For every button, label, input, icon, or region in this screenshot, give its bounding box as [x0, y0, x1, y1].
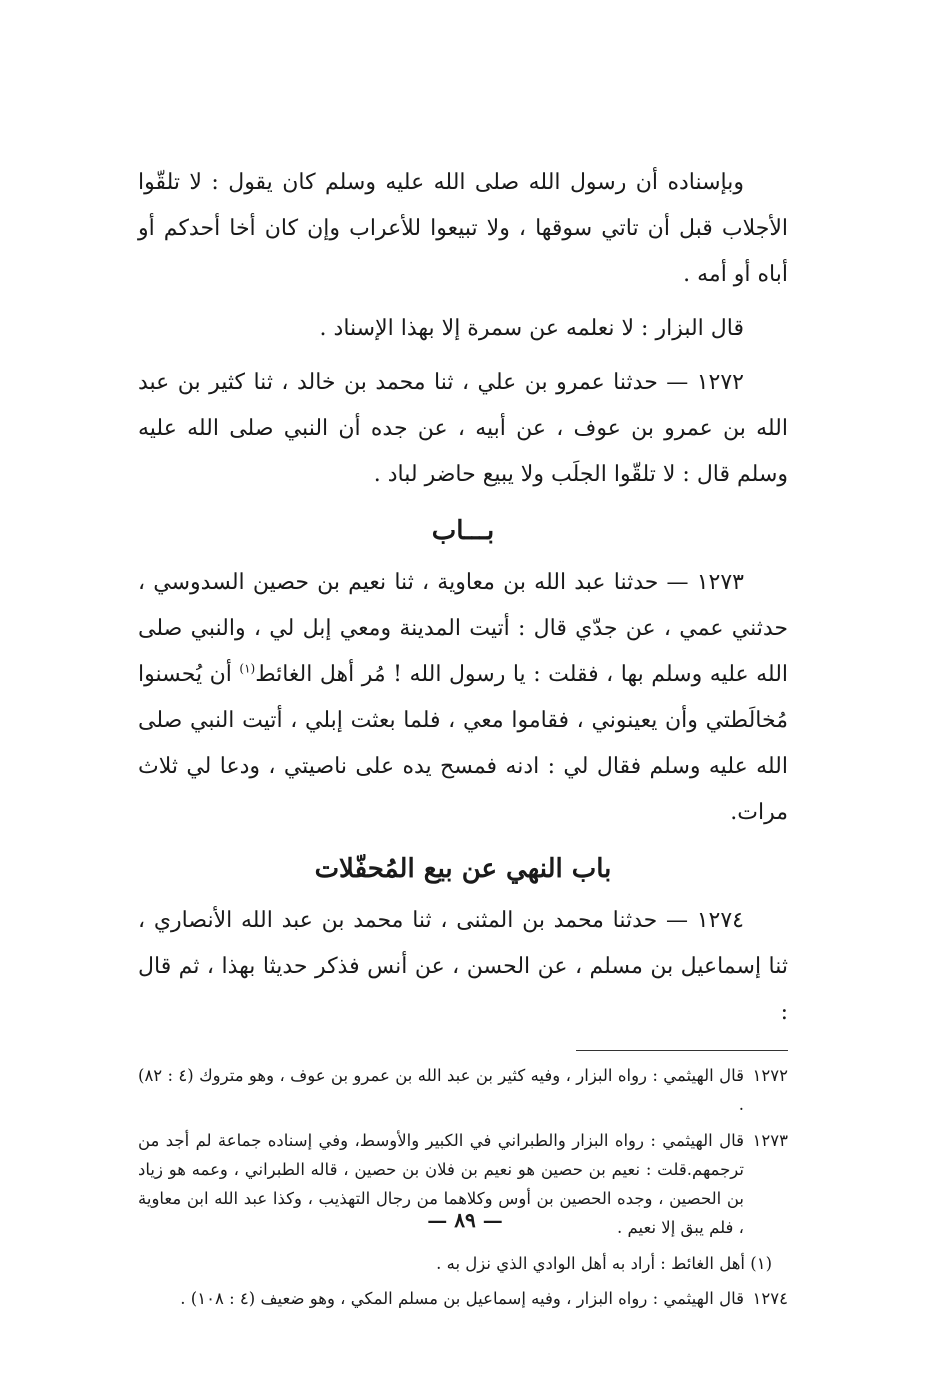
- hadith-1273-text-a: ١٢٧٣ — حدثنا عبد الله بن معاوية ، ثنا نعيم بن حصين السدوسي ، حدثني عمي ، عن جدّي قال : أتيت المدينة ومعي إبل لي ، والنبي صلى الله عليه وسلم بها ، فقلت : يا رسول الله ! مُر أهل الغائط: [138, 570, 789, 687]
- paragraph-bazzar-comment: قال البزار : لا نعلمه عن سمرة إلا بهذا الإسناد .: [319, 316, 744, 341]
- note-number: ١٢٧٣: [752, 1131, 788, 1150]
- paragraph-hadith-1274: ١٢٧٤ — حدثنا محمد بن المثنى ، ثنا محمد بن عبد الله الأنصاري ، ثنا إسماعيل بن مسلم ، عن الحسن ، عن أنس فذكر حديثا بهذا ، ثم قال :: [138, 908, 788, 1025]
- paragraph-hadith-1273: [138, 560, 788, 836]
- footnote-1: (١) أهل الغائط : أراد به أهل الوادي الذي نزل به .: [436, 1254, 772, 1273]
- note-text: قال الهيثمي : رواه البزار ، وفيه كثير بن عبد الله بن عمرو بن عوف ، وهو متروك (٤ : ٨٢) .: [138, 1066, 744, 1114]
- note-text: قال الهيثمي : رواه البزار والطبراني في الكبير والأوسط، وفي إسناده جماعة لم أجد من ترجمهم.قلت : نعيم بن حصين هو نعيم بن فلان بن حصين ، قاله الطبراني ، وعمه هو زياد بن الحصين ، وجده الحصين بن أوس وكلاهما من رجال التهذيب ، وكذا عبد الله ابن معاوية ، فلم يبق إلا نعيم .: [138, 1131, 744, 1237]
- footnote-marker: (١): [239, 661, 256, 676]
- note-number: ١٢٧٢: [752, 1066, 788, 1085]
- note-number: ١٢٧٤: [752, 1289, 788, 1308]
- page-number: — ٨٩ —: [427, 1208, 503, 1232]
- section-heading-muhaffalat: باب النهي عن بيع المُحفّلات: [314, 854, 612, 884]
- note-1274: [138, 1284, 788, 1313]
- paragraph-hadith-continuation: وبإسناده أن رسول الله صلى الله عليه وسلم كان يقول : لا تلقّوا الأجلاب قبل أن تاتي سوقها ، ولا تبيعوا للأعراب وإن كان أخا أحدكم أو أباه أو أمه .: [138, 170, 788, 287]
- note-1272: [138, 1061, 788, 1119]
- page-body: [138, 160, 788, 1320]
- footnotes: [138, 1061, 788, 1313]
- hadith-1273-text-b: أن يُحسنوا مُخالَطتي وأن يعينوني ، فقاموا معي ، فلما بعثت إبلي ، أتيت النبي صلى الله عليه وسلم فقال لي : ادنه فمسح يده على ناصيتي ، ودعا لي ثلاث مرات.: [138, 662, 788, 825]
- section-heading-bab: بـــاب: [431, 516, 495, 546]
- paragraph-hadith-1272: ١٢٧٢ — حدثنا عمرو بن علي ، ثنا محمد بن خالد ، ثنا كثير بن عبد الله بن عمرو بن عوف ، عن أبيه ، عن جده أن النبي صلى الله عليه وسلم قال : لا تلقّوا الجلَب ولا يبيع حاضر لباد .: [138, 370, 788, 487]
- note-text: قال الهيثمي : رواه البزار ، وفيه إسماعيل بن مسلم المكي ، وهو ضعيف (٤ : ١٠٨) .: [180, 1289, 744, 1308]
- footnote-separator: [576, 1050, 788, 1051]
